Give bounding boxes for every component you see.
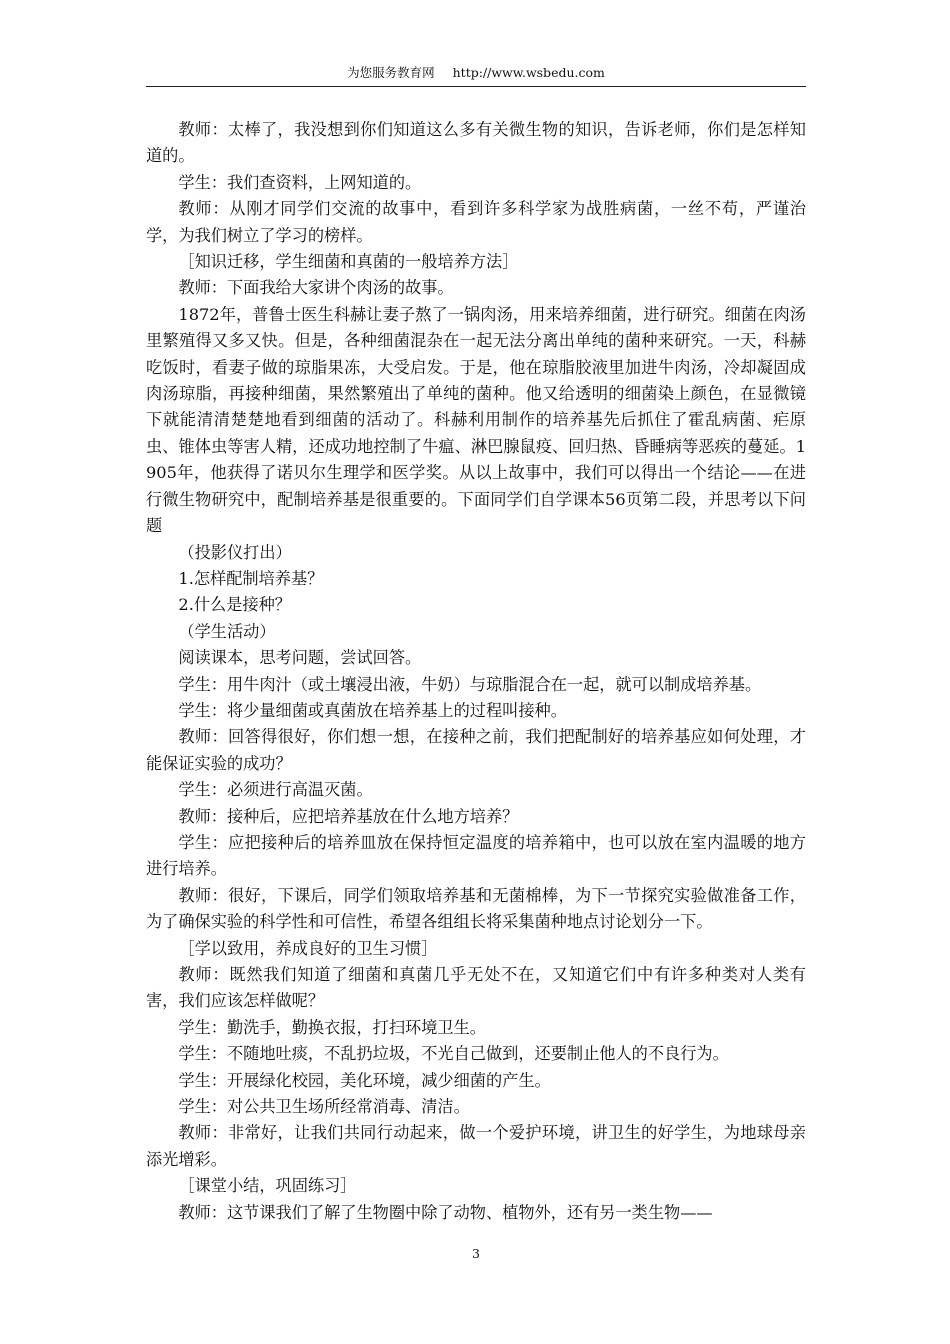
document-body	[146, 117, 806, 1226]
section-heading: ［学以致用，养成良好的卫生习惯］	[178, 938, 438, 958]
question-item: 2.什么是接种？	[178, 595, 291, 615]
page-header	[146, 64, 806, 82]
paragraph: 教师：太棒了，我没想到你们知道这么多有关微生物的知识，告诉老师，你们是怎样知道的。	[146, 120, 806, 166]
paragraph: 教师：这节课我们了解了生物圈中除了动物、植物外，还有另一类生物——	[178, 1202, 713, 1222]
header-rule	[146, 86, 806, 87]
paragraph: （投影仪打出）	[178, 542, 292, 562]
paragraph: 学生：对公共卫生场所经常消毒、清洁。	[178, 1097, 470, 1117]
paragraph: 教师：既然我们知道了细菌和真菌几乎无处不在，又知道它们中有许多种类对人类有害，我们应该怎样做呢？	[146, 965, 806, 1011]
paragraph: 教师：非常好，让我们共同行动起来，做一个爱护环境，讲卫生的好学生，为地球母亲添光增彩。	[146, 1123, 806, 1169]
section-heading: ［课堂小结，巩固练习］	[178, 1176, 357, 1196]
paragraph: 学生：我们查资料，上网知道的。	[178, 172, 422, 192]
header-site-name: 为您服务教育网	[347, 65, 435, 80]
paragraph: 学生：必须进行高温灭菌。	[178, 780, 373, 800]
question-item: 1.怎样配制培养基？	[178, 568, 324, 588]
paragraph: 教师：回答得很好，你们想一想，在接种之前，我们把配制好的培养基应如何处理，才能保证实验的成功？	[146, 727, 806, 773]
paragraph: 教师：下面我给大家讲个肉汤的故事。	[178, 278, 454, 298]
header-site-url: http://www.wsbedu.com	[452, 65, 605, 80]
paragraph: 学生：开展绿化校园，美化环境，减少细菌的产生。	[178, 1070, 551, 1090]
page-number: 3	[472, 1246, 480, 1261]
paragraph: 学生：将少量细菌或真菌放在培养基上的过程叫接种。	[178, 700, 567, 720]
paragraph: 学生：应把接种后的培养皿放在保持恒定温度的培养箱中，也可以放在室内温暖的地方进行培养。	[146, 832, 806, 879]
paragraph: 阅读课本，思考问题，尝试回答。	[178, 648, 422, 668]
paragraph: （学生活动）	[178, 621, 276, 641]
section-heading: ［知识迁移，学生细菌和真菌的一般培养方法］	[178, 252, 519, 272]
paragraph: 学生：不随地吐痰，不乱扔垃圾，不光自己做到，还要制止他人的不良行为。	[178, 1044, 729, 1064]
paragraph: 教师：接种后，应把培养基放在什么地方培养？	[178, 806, 519, 826]
paragraph: 学生：勤洗手，勤换衣报，打扫环境卫生。	[178, 1017, 486, 1037]
paragraph: 教师：很好，下课后，同学们领取培养基和无菌棉棒，为下一节探究实验做准备工作，为了确保实验的科学性和可信性，希望各组组长将采集菌种地点讨论划分一下。	[146, 885, 806, 932]
paragraph: 1872年，普鲁士医生科赫让妻子熬了一锅肉汤，用来培养细菌，进行研究。细菌在肉汤里繁殖得又多又快。但是，各种细菌混杂在一起无法分离出单纯的菌种来研究。一天，科赫吃饭时，看妻子做的琼脂果冻，大受启发。于是，他在琼脂胶液里加进牛肉汤，冷却凝固成肉汤琼脂，再接种细菌，果然繁殖出了单纯的菌种。他又给透明的细菌染上颜色，在显微镜下就能清清楚楚地看到细菌的活动了。科赫利用制作的培养基先后抓住了霍乱病菌、疟原虫、锥体虫等害人精，还成功地控制了牛瘟、淋巴腺鼠疫、回归热、昏睡病等恶疾的蔓延。1905年，他获得了诺贝尔生理学和医学奖。从以上故事中，我们可以得出一个结论——在进行微生物研究中，配制培养基是很重要的。下面同学们自学课本56页第二段，并思考以下问题	[146, 304, 806, 536]
paragraph: 学生：用牛肉汁（或土壤浸出液，牛奶）与琼脂混合在一起，就可以制成培养基。	[178, 674, 762, 694]
paragraph: 教师：从刚才同学们交流的故事中，看到许多科学家为战胜病菌，一丝不苟，严谨治学，为我们树立了学习的榜样。	[146, 199, 806, 245]
